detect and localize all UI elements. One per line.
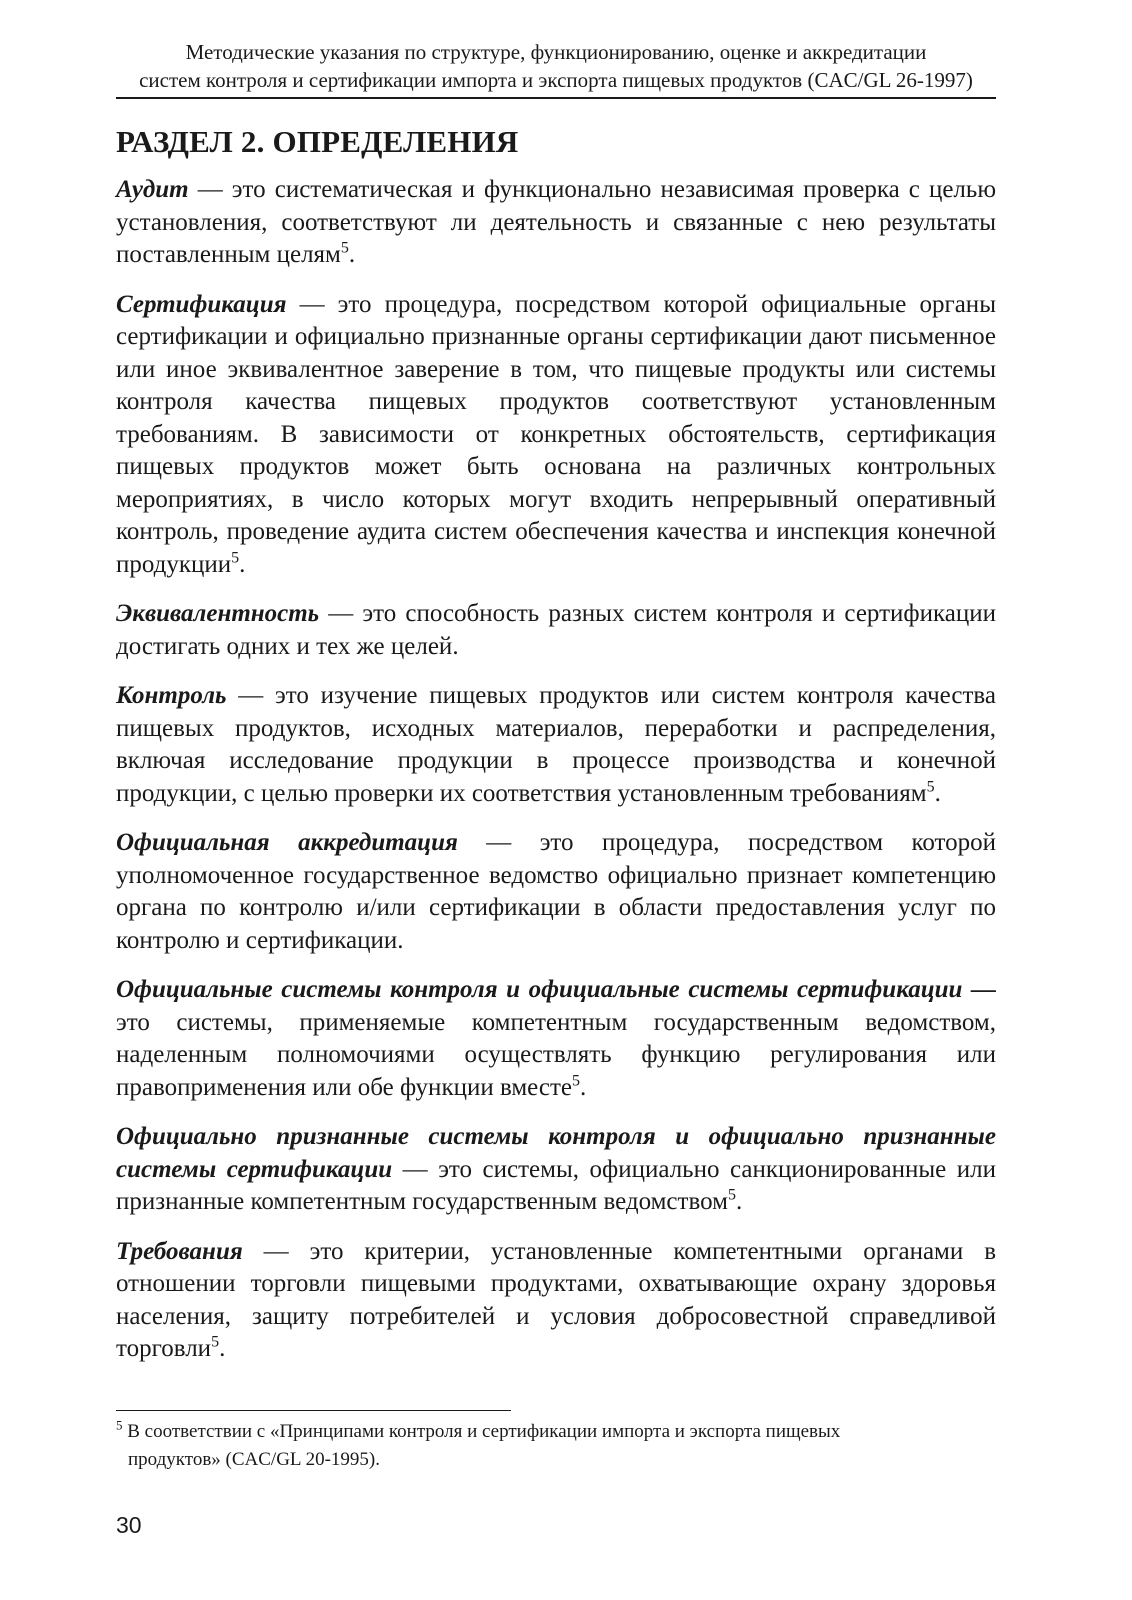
running-header-line-2: систем контроля и сертификации импорта и экспорта пищевых продуктов (CAC/GL 26-1997) [139, 68, 973, 92]
footnote-ref: 5 [231, 549, 240, 567]
definition-official-accreditation [116, 827, 996, 957]
definition-end: . [934, 779, 941, 807]
footnote-ref: 5 [572, 1072, 581, 1090]
definition-certification [116, 289, 996, 582]
definition-text: — это способность разных систем контроля и сертификации достигать одних и тех же целей. [116, 600, 996, 660]
definition-equivalence [116, 598, 996, 663]
definition-text: — это системы, официально санкционированные или признанные компетентным государственным ведомством [116, 1155, 997, 1215]
footnote-text: В соответствии с «Принципами контроля и сертификации импорта и экспорта пищевых [122, 1421, 841, 1442]
definition-text: — это критерии, установленные компетентными органами в отношении торговли пищевыми продуктами, охватывающие охрану здоровья населения, защиту потребителей и условия добросовестной справедливой торговли [116, 1237, 996, 1362]
definition-end: . [239, 550, 246, 578]
footnote-divider [116, 1410, 511, 1411]
footnote-mark: 5 [116, 1417, 123, 1433]
definition-requirements [116, 1236, 996, 1366]
definition-term: Эквивалентность [116, 600, 320, 627]
section-title: РАЗДЕЛ 2. ОПРЕДЕЛЕНИЯ [116, 124, 519, 159]
definition-term: Аудит [116, 176, 189, 203]
footnote-ref: 5 [340, 239, 349, 257]
definition-text: — это изучение пищевых продуктов или систем контроля качества пищевых продуктов, исходных материалов, переработки и распределения, включая исследование продукции в процессе производства и конечной продукции, с целью проверки их соответствия установленным требованиям [116, 682, 996, 807]
definition-term: Официально признанные системы контроля и официально признанные системы сертификации [116, 1123, 996, 1183]
definition-audit [116, 174, 996, 272]
footnote [116, 1418, 996, 1474]
definition-term: Контроль [116, 682, 227, 709]
page-number: 30 [116, 1512, 142, 1538]
definition-text: — это процедура, посредством которой уполномоченное государственное ведомство официально признает компетенцию органа по контролю и/или сертификации в области предоставления услуг по контролю и сертификации. [116, 829, 996, 954]
running-header [116, 38, 996, 99]
footnote-ref: 5 [211, 1333, 220, 1351]
definition-text: — это систематическая и функционально независимая проверка с целью установления, соответствуют ли деятельность и связанные с нею результаты поставленным целям [116, 176, 996, 268]
definition-term: Требования [116, 1237, 243, 1265]
definition-term: Официальная аккредитация [116, 829, 458, 856]
definition-end: . [219, 1335, 226, 1362]
running-header-line-1: Методические указания по структуре, функционированию, оценке и аккредитации [185, 40, 927, 64]
definition-end: . [735, 1188, 743, 1215]
definition-end: . [580, 1073, 587, 1101]
footnote-line-1 [116, 1418, 996, 1446]
footnote-ref: 5 [926, 778, 935, 796]
definition-text: это системы, применяемые компетентным государственным ведомством, наделенным полномочиями осуществлять функцию регулирования или правоприменения или обе функции вместе [116, 1008, 996, 1101]
definition-text: — это процедура, посредством которой официальные органы сертификации и официально признанные органы сертификации дают письменное или иное эквивалентное заверение в том, что пищевые продукты или системы контроля качества пищевых продуктов соответствуют установленным требованиям. В зависимости от конкретных обстоятельств, сертификация пищевых продуктов может быть основана на различных контрольных мероприятиях, в число которых могут входить непрерывный оперативный контроль, проведение аудита систем обеспечения качества и инспекция конечной продукции [116, 290, 996, 578]
footnote-ref: 5 [727, 1186, 736, 1204]
definition-official-systems [116, 974, 996, 1104]
definition-officially-recognized-systems [116, 1121, 996, 1219]
definition-end: . [348, 241, 356, 268]
definitions-list [116, 174, 996, 1383]
footnote-line-2: продуктов» (CAC/GL 20-1995). [128, 1449, 380, 1470]
definition-term: Сертификация [116, 290, 287, 318]
definition-term: Официальные системы контроля и официальные системы сертификации — [116, 976, 996, 1003]
definition-inspection [116, 680, 996, 810]
